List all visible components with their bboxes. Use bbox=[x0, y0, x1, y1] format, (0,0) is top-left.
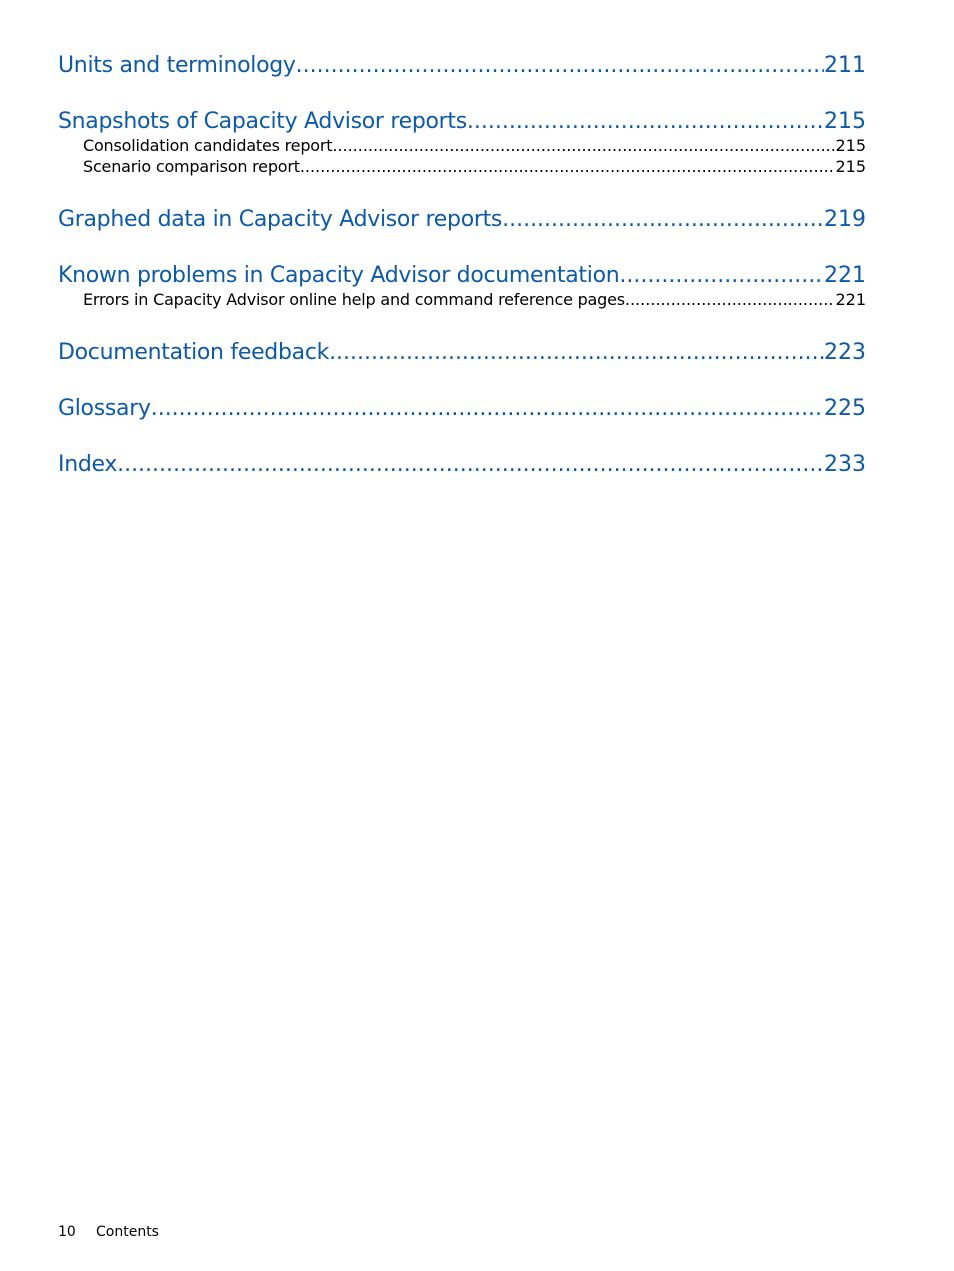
toc-dot-leader bbox=[296, 52, 824, 79]
toc-chapter bbox=[58, 339, 866, 366]
toc-subentry-page: 215 bbox=[835, 136, 866, 155]
toc-chapter-page: 223 bbox=[824, 340, 866, 365]
toc-subentry-title: Errors in Capacity Advisor online help and command reference pages bbox=[83, 290, 625, 309]
toc-dot-leader bbox=[300, 156, 836, 177]
toc-chapter-page: 219 bbox=[824, 207, 866, 232]
toc-chapter bbox=[58, 262, 866, 310]
toc-chapter-title: Known problems in Capacity Advisor documentation bbox=[58, 263, 620, 288]
toc-chapter bbox=[58, 451, 866, 478]
toc-chapter-link[interactable] bbox=[58, 108, 866, 135]
toc-chapter-title: Index bbox=[58, 452, 118, 477]
toc-subentry-title: Scenario comparison report bbox=[83, 157, 300, 176]
toc-subentry-title: Consolidation candidates report bbox=[83, 136, 333, 155]
footer-section-label: Contents bbox=[96, 1224, 159, 1240]
toc-dot-leader bbox=[332, 135, 835, 156]
toc-chapter-title: Units and terminology bbox=[58, 53, 296, 78]
toc-chapter-page: 233 bbox=[824, 452, 866, 477]
toc-subentry-link[interactable] bbox=[58, 135, 866, 156]
toc-chapter-link[interactable] bbox=[58, 395, 866, 422]
toc-subentry-list bbox=[58, 135, 866, 177]
toc-dot-leader bbox=[625, 289, 836, 310]
toc-dot-leader bbox=[117, 451, 824, 478]
toc-subentry-page: 221 bbox=[835, 290, 866, 309]
toc-dot-leader bbox=[502, 206, 824, 233]
toc-chapter bbox=[58, 108, 866, 177]
toc-chapter-page: 211 bbox=[824, 53, 866, 78]
toc-chapter-link[interactable] bbox=[58, 262, 866, 289]
toc-subentry-link[interactable] bbox=[58, 289, 866, 310]
toc-chapter-title: Graphed data in Capacity Advisor reports bbox=[58, 207, 503, 232]
footer-page-number: 10 bbox=[58, 1224, 76, 1240]
toc-dot-leader bbox=[467, 108, 824, 135]
toc-chapter bbox=[58, 395, 866, 422]
toc-chapter-link[interactable] bbox=[58, 52, 866, 79]
toc-dot-leader bbox=[151, 395, 824, 422]
toc-subentry-page: 215 bbox=[835, 157, 866, 176]
toc-chapter-link[interactable] bbox=[58, 339, 866, 366]
toc-subentry-link[interactable] bbox=[58, 156, 866, 177]
toc-dot-leader bbox=[329, 339, 824, 366]
toc-chapter-link[interactable] bbox=[58, 451, 866, 478]
page-footer bbox=[58, 1223, 159, 1241]
toc-chapter-link[interactable] bbox=[58, 206, 866, 233]
toc-chapter-title: Snapshots of Capacity Advisor reports bbox=[58, 109, 467, 134]
toc-chapter-title: Documentation feedback bbox=[58, 340, 330, 365]
toc-chapter-title: Glossary bbox=[58, 396, 151, 421]
toc-chapter bbox=[58, 52, 866, 79]
toc-chapter-page: 221 bbox=[824, 263, 866, 288]
toc-subentry-list bbox=[58, 289, 866, 310]
toc-chapter-page: 225 bbox=[824, 396, 866, 421]
toc-chapter bbox=[58, 206, 866, 233]
toc-chapter-page: 215 bbox=[824, 109, 866, 134]
toc-dot-leader bbox=[619, 262, 824, 289]
table-of-contents bbox=[58, 52, 866, 478]
